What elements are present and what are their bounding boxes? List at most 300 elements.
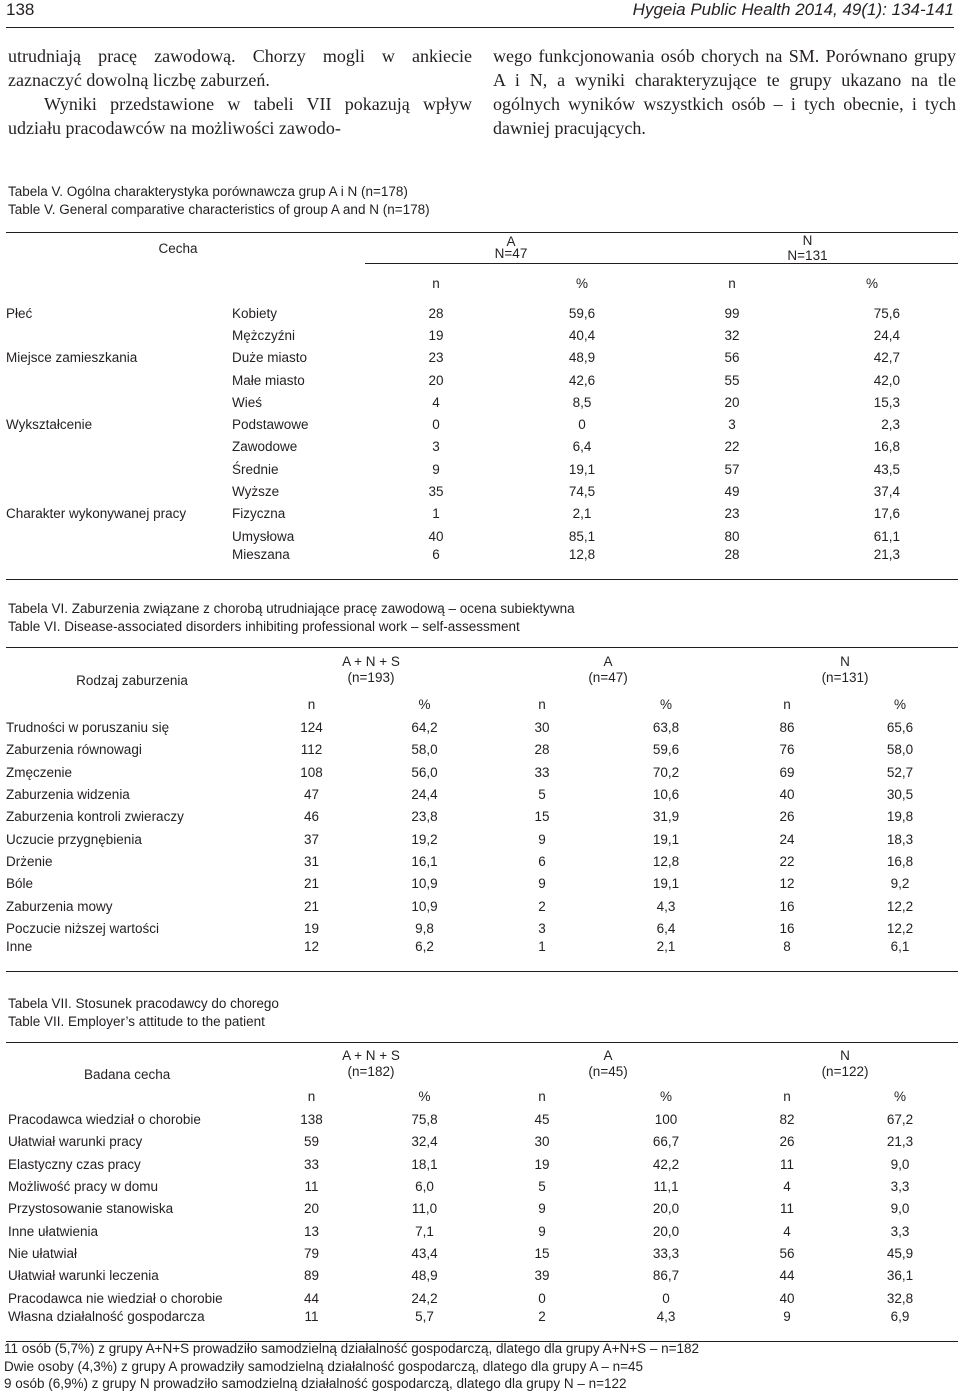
table-row [6,347,958,369]
table-cell: Mężczyźni [232,327,296,343]
table-cell: Przystosowanie stanowiska [8,1201,174,1217]
table-row [6,1242,958,1264]
table-row [6,1175,958,1197]
text-column-right [493,44,956,140]
table-cell: 3 [432,439,440,455]
paragraph: utrudniają pracę zawodową. Chorzy mogli w ankiecie zaznaczyć dowolną liczbę zaburzeń. [8,46,472,90]
table6 [6,647,958,972]
table5-caption [8,183,430,219]
table-row [6,1131,958,1153]
table-cell: 0 [662,1290,670,1306]
table-cell: 42,2 [652,1156,680,1172]
table-cell: 6 [365,547,507,579]
table-cell: 8 [732,939,842,971]
table-cell: 30,5 [886,787,914,803]
table6-caption [8,600,575,636]
table6-caption-en: Table VI. Disease-associated disorders inhibiting professional work – self-assessment [8,619,520,634]
table-cell: 19 [303,920,320,936]
table-cell: 56 [724,350,740,366]
table7-pct-header: % [660,1089,673,1104]
table-cell: 24,2 [411,1290,438,1306]
table-cell: 33 [303,1156,320,1172]
table-cell: Średnie [232,461,279,477]
table-cell: 2,1 [572,506,592,522]
table-cell: 100 [654,1112,678,1128]
table-row [6,369,958,391]
table-cell: Nie ułatwiał [8,1245,78,1261]
table-cell: 44 [303,1290,320,1306]
table-cell: 36,1 [886,1268,914,1284]
table-row [6,873,958,895]
table-cell: 16,8 [886,853,914,869]
table-cell: 6 [538,853,546,869]
table6-group-all-header: A + N + S (n=193) [258,648,484,692]
table5-pct-header: % [575,275,588,291]
table-cell [6,547,230,579]
table-cell: Trudności w poruszaniu się [6,720,170,736]
table-cell: 32 [724,327,740,343]
table-cell: 9 [732,1309,842,1341]
table-cell: 37 [303,831,320,847]
table5-cecha-header: Cecha [6,233,230,265]
table-cell: 19,1 [568,461,596,477]
table-cell: 19,1 [652,831,680,847]
table-cell: Drżenie [6,853,53,869]
table-cell: 19,1 [652,876,680,892]
table-cell: 12,2 [886,920,914,936]
table-cell: 24,4 [873,327,901,343]
table-cell: 22 [779,853,795,869]
table6-caption-pl: Tabela VI. Zaburzenia związane z chorobą utrudniające pracę zawodową – ocena subiektywna [8,601,575,616]
table-cell: Elastyczny czas pracy [8,1156,141,1172]
table-cell: 64,2 [411,720,438,736]
table-cell: Wykształcenie [6,417,93,433]
table5-pct-header: % [866,275,879,291]
table-cell: 3 [728,417,736,433]
table-cell: 20 [303,1201,320,1217]
table-cell: 45 [534,1112,550,1128]
table-cell: 40 [428,528,444,544]
table5-caption-pl: Tabela V. Ogólna charakterystyka porównawcza grup A i N (n=178) [8,184,408,199]
table6-pct-header: % [660,696,673,712]
journal-citation: Hygeia Public Health 2014, 49(1): 134-141 [632,0,954,19]
table-row [6,1265,958,1287]
table-cell: 16 [779,898,795,914]
table-cell [6,369,230,391]
table-cell: 12 [258,939,365,971]
table-cell: 108 [300,764,323,780]
table-cell: 12,2 [886,898,914,914]
table7-caption-pl: Tabela VII. Stosunek pracodawcy do chorego [8,996,279,1011]
table-cell: Zaburzenia kontroli zwieraczy [6,809,184,825]
table-cell: 11,1 [653,1179,679,1195]
table-cell: 11 [258,1309,365,1341]
table-cell: 30 [534,1134,550,1150]
table-cell [6,391,230,413]
table-cell: Wieś [232,394,262,410]
table7-group-a-header: A (n=45) [484,1043,732,1085]
table-row [6,939,958,971]
table-cell: 16,8 [873,439,901,455]
table-cell: 43,5 [873,461,901,477]
table-cell: 0 [538,1290,546,1306]
table-cell: 65,6 [886,720,914,736]
table-cell: 9,0 [890,1156,910,1172]
table-cell: 30 [534,720,550,736]
table6-rodzaj-header: Rodzaj zaburzenia [6,648,258,692]
table-cell: 75,6 [873,305,901,321]
table-cell: 4,3 [600,1309,732,1341]
table-cell: 20,0 [652,1223,680,1239]
table-cell: 8,5 [572,394,592,410]
table-cell: 0 [578,417,586,433]
table-cell: 9,2 [890,876,910,892]
table-cell: 9,0 [890,1201,910,1217]
table-cell: 138 [300,1112,323,1128]
table-cell: 26 [779,809,795,825]
footnote: Dwie osoby (4,3%) z grupy A prowadziły samodzielną działalność gospodarczą, dlatego dla grupy A – n=45 [4,1358,644,1374]
table-cell: Małe miasto [232,372,305,388]
table-cell: 19 [428,327,444,343]
table6-n-header: n [538,696,546,712]
table-cell: 10,9 [411,898,438,914]
table-cell: 28 [428,305,444,321]
table-cell [6,436,230,458]
table-cell: 44 [779,1268,795,1284]
table-cell: 7,1 [415,1223,434,1239]
table-cell: Bóle [6,876,34,892]
table-cell: 9 [432,461,440,477]
table-cell: Fizyczna [232,506,286,522]
table-cell: 1 [484,939,600,971]
table-row [6,1109,958,1131]
table6-group-n-header: N (n=131) [732,648,958,692]
table-row [6,1198,958,1220]
table-cell: 28 [534,742,550,758]
table-cell: 59 [303,1134,320,1150]
table5-body [6,302,958,580]
running-header [6,0,954,26]
table-cell: Miejsce zamieszkania [6,350,138,366]
paragraph: Wyniki przedstawione w tabeli VII pokazują wpływ udziału pracodawców na możliwości zawodo- [8,94,472,138]
table-row [6,391,958,413]
table-cell [6,458,230,480]
table-row [6,1153,958,1175]
table6-n-header: n [307,696,316,712]
table-cell: 79 [303,1245,320,1261]
table-cell: Ułatwiał warunki leczenia [8,1268,159,1284]
table-cell: 9,8 [415,920,434,936]
page-number: 138 [6,0,35,19]
table-cell: 15,3 [873,394,901,410]
table-cell: 21,3 [807,547,958,579]
table-cell: 9 [538,876,546,892]
table-cell: 10,9 [411,876,438,892]
table-cell [6,525,230,547]
table-cell: 0 [432,417,440,433]
table-cell: 45,9 [886,1245,914,1261]
table-cell: Inne [6,939,258,971]
table-cell: Zmęczenie [6,764,73,780]
table-cell: 23,8 [411,809,438,825]
table-cell: 20,0 [652,1201,680,1217]
table-cell: 70,2 [652,764,680,780]
table-row [6,895,958,917]
table-row [6,806,958,828]
table-cell: 40 [779,1290,795,1306]
table-cell: 5 [538,1179,546,1195]
table-cell: 11 [304,1179,319,1195]
table-cell: 11,0 [411,1201,438,1217]
table-cell: 112 [300,742,323,758]
table7-pct-header: % [418,1089,431,1104]
table-cell: Umysłowa [232,528,295,544]
table-cell: 31 [303,853,320,869]
table-cell: 24 [779,831,795,847]
table-cell: 124 [300,720,323,736]
table5-n-header: n [432,275,440,291]
table-cell: 2 [538,898,546,914]
table-cell: 6,4 [572,439,592,455]
table-cell: 11 [780,1201,795,1217]
table-cell: Uczucie przygnębienia [6,831,142,847]
table-cell: 42,6 [568,372,596,388]
table-cell: 19,2 [411,831,438,847]
table-cell: 28 [657,547,807,579]
table-cell: 6,2 [365,939,484,971]
table-cell: Kobiety [232,305,278,321]
table-cell: Inne ułatwienia [8,1223,99,1239]
table-cell: 80 [724,528,740,544]
table-cell: 1 [432,506,440,522]
table-row [6,717,958,739]
table-cell: 32,8 [886,1290,914,1306]
table-cell: 21 [303,876,320,892]
table-cell: Ułatwiał warunki pracy [8,1134,143,1150]
table-cell: 42,0 [873,372,901,388]
table-cell: 23 [428,350,444,366]
table7-badana-header: Badana cecha [6,1043,258,1085]
table-row [6,850,958,872]
table-cell: 26 [779,1134,795,1150]
table7 [6,1042,958,1342]
table-cell: 56 [779,1245,795,1261]
table-cell: 86 [779,720,795,736]
table-row [6,503,958,525]
table5 [6,232,958,580]
table-row [6,413,958,435]
table-row [6,739,958,761]
table-cell: 22 [724,439,740,455]
table-cell: 15 [534,809,550,825]
footnote: 11 osób (5,7%) z grupy A+N+S prowadziło samodzielną działalność gospodarczą, dlatego dla grupy A+N+S – n=182 [4,1341,700,1356]
table-cell: 4 [432,394,440,410]
table-cell: 58,0 [886,742,914,758]
table-cell: 33 [534,764,550,780]
table-row [6,547,958,579]
table-cell: 19 [534,1156,550,1172]
table7-body [6,1109,958,1342]
table-cell: Zaburzenia widzenia [6,787,130,803]
table-cell: 3 [538,920,546,936]
table-cell: 67,2 [886,1112,914,1128]
table-cell: Własna działalność gospodarcza [6,1309,258,1341]
table-cell: 89 [303,1268,320,1284]
table-cell: 57 [724,461,740,477]
table-row [6,525,958,547]
table7-footnotes [4,1340,699,1393]
table-cell: 2,3 [881,417,901,433]
table-cell: 6,4 [656,920,676,936]
table-cell: 48,9 [411,1268,438,1284]
table-cell: 63,8 [652,720,680,736]
table-cell: 99 [724,305,740,321]
text-column-left [8,44,472,140]
table-cell: Zaburzenia mowy [6,898,113,914]
table-cell: 5 [538,787,546,803]
table7-n-header: n [307,1089,316,1104]
header-rule [6,27,954,28]
table-cell: 2,1 [600,939,732,971]
table6-body [6,717,958,972]
table-cell: 3,3 [890,1179,910,1195]
table-cell: Wyższe [232,484,280,500]
table-cell: 37,4 [873,484,901,500]
table-cell: 17,6 [873,506,901,522]
table-cell: 13 [303,1223,320,1239]
table-cell: 86,7 [652,1268,680,1284]
table-cell: Mieszana [230,547,365,579]
table-cell: 39 [534,1268,550,1284]
table-cell: 75,8 [411,1112,438,1128]
table-cell: 74,5 [568,484,596,500]
table-cell: 15 [534,1245,550,1261]
table-cell: Pracodawca wiedział o chorobie [8,1112,201,1128]
table-cell: 4 [783,1179,791,1195]
table-row [6,458,958,480]
table-cell: 11 [780,1156,795,1172]
table-row [6,917,958,939]
table-cell: 3,3 [890,1223,910,1239]
table7-group-n-header: N (n=122) [732,1043,958,1085]
table-row [6,436,958,458]
table-cell: Podstawowe [232,417,309,433]
table-cell: Duże miasto [232,350,308,366]
table5-group-n-header: N N=131 [657,233,958,264]
table7-n-header: n [538,1089,546,1104]
table-cell: 18,3 [886,831,914,847]
table-cell: 43,4 [411,1245,438,1261]
table-row [6,1220,958,1242]
table6-pct-header: % [418,696,431,712]
table5-caption-en: Table V. General comparative characteristics of group A and N (n=178) [8,202,430,217]
table-cell: 48,9 [568,350,596,366]
table-cell: 85,1 [568,528,596,544]
table-cell: 16,1 [411,853,438,869]
table6-group-a-header: A (n=47) [484,648,732,692]
table-cell: 4,3 [656,898,676,914]
table-cell: 35 [428,484,444,500]
table-cell: 69 [779,764,795,780]
table-row [6,324,958,346]
table7-pct-header: % [894,1089,907,1104]
table-cell: 16 [779,920,795,936]
table6-n-header: n [783,696,791,712]
table-cell: 9 [538,1223,546,1239]
table-cell: Zawodowe [232,439,298,455]
table7-n-header: n [783,1089,791,1104]
table-row [6,761,958,783]
table-cell: Możliwość pracy w domu [8,1179,159,1195]
table-cell: 59,6 [652,742,680,758]
table-cell: 6,0 [415,1179,434,1195]
table-cell: 9 [538,1201,546,1217]
table-cell: 12 [779,876,795,892]
table-cell: 47 [303,787,320,803]
table-cell: 58,0 [411,742,438,758]
table-cell: 12,8 [507,547,657,579]
table-cell: 21,3 [886,1134,914,1150]
table-cell: 66,7 [652,1134,680,1150]
table-cell: 5,7 [365,1309,484,1341]
table-row [6,1309,958,1341]
table-cell [6,324,230,346]
table-cell: 49 [724,484,740,500]
table-cell: 61,1 [873,528,901,544]
table-cell [6,480,230,502]
table-cell: 2 [484,1309,600,1341]
table-cell: 32,4 [411,1134,438,1150]
table-row [6,302,958,324]
table-cell: 59,6 [568,305,596,321]
table-cell: 20 [724,394,740,410]
table-cell: Poczucie niższej wartości [6,920,160,936]
table-cell: 10,6 [652,787,680,803]
table-cell: 42,7 [873,350,901,366]
table-row [6,480,958,502]
table-cell: 20 [428,372,444,388]
table-cell: 40 [779,787,795,803]
table7-group-all-header: A + N + S (n=182) [258,1043,484,1085]
table-cell: 76 [779,742,795,758]
table-cell: 6,1 [842,939,958,971]
table-row [6,828,958,850]
table-cell: 18,1 [411,1156,438,1172]
table-row [6,1287,958,1309]
table-cell: 12,8 [652,853,680,869]
table-cell: 4 [783,1223,791,1239]
table-row [6,783,958,805]
table-cell: Płeć [6,305,33,321]
table-cell: 82 [779,1112,795,1128]
table7-caption [8,995,279,1031]
table5-group-a-header: A N=47 [365,233,657,264]
table-cell: 23 [724,506,740,522]
table7-caption-en: Table VII. Employer’s attitude to the patient [8,1014,265,1029]
table-cell: 56,0 [411,764,438,780]
table-cell: 40,4 [568,327,596,343]
table-cell: 21 [303,898,320,914]
table-cell: 9 [538,831,546,847]
table6-pct-header: % [894,696,907,712]
table-cell: 24,4 [411,787,438,803]
table-cell: 19,8 [886,809,914,825]
table5-n-header: n [728,275,736,291]
table-cell: 31,9 [652,809,680,825]
table-cell: 46 [303,809,320,825]
table-cell: 55 [724,372,740,388]
table-cell: 33,3 [652,1245,680,1261]
